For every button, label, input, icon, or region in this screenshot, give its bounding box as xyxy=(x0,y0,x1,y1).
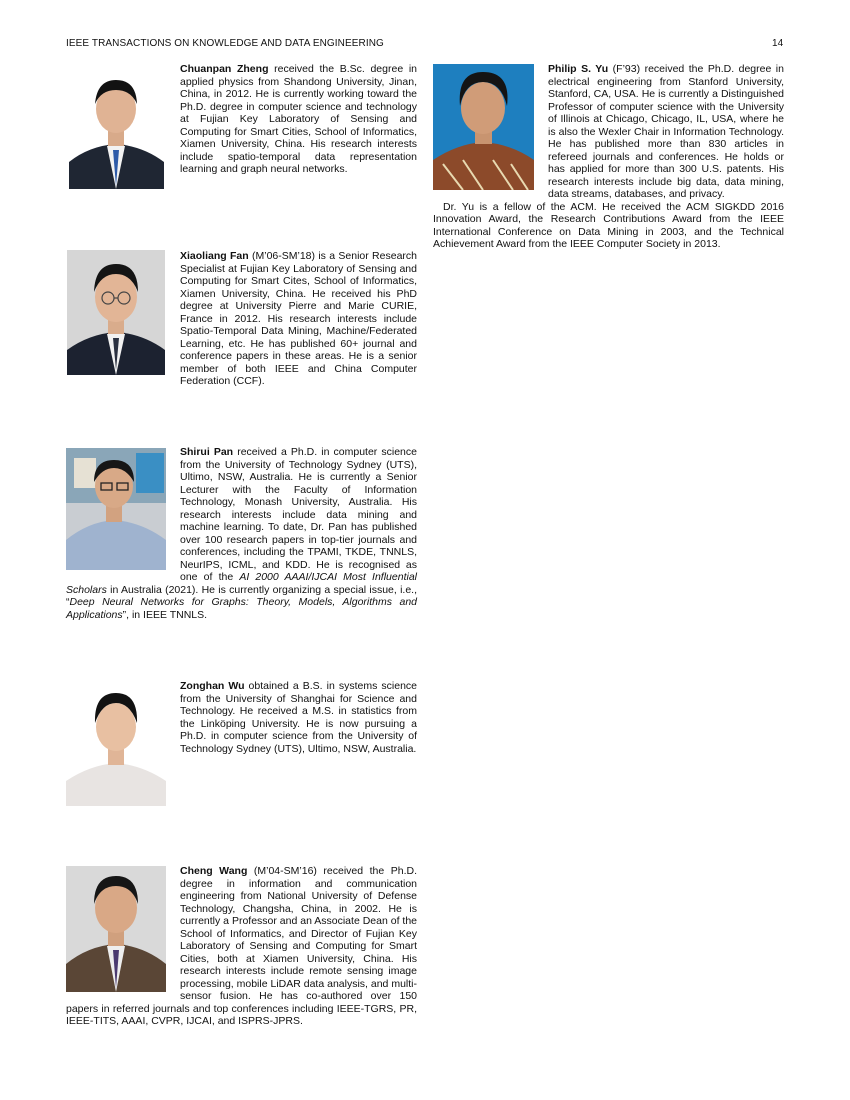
bio-wu xyxy=(180,680,417,755)
bio-yu xyxy=(433,63,784,251)
author-photo-zheng xyxy=(69,64,164,189)
author-photo-pan xyxy=(66,448,166,570)
bio-zheng xyxy=(180,63,417,176)
bio-fan xyxy=(180,250,417,388)
author-name: Zonghan Wu xyxy=(180,680,245,692)
bio-text: ”, in IEEE TNNLS. xyxy=(122,608,208,621)
author-name: Shirui Pan xyxy=(180,446,234,458)
bio-text: in Australia (2021). He is currently organizing a special issue, i.e., “ xyxy=(66,583,417,608)
author-photo-wang xyxy=(66,866,166,992)
author-name: Philip S. Yu xyxy=(548,63,609,75)
author-photo-fan xyxy=(67,250,165,375)
page-number: 14 xyxy=(772,38,784,49)
author-name: Chuanpan Zheng xyxy=(180,63,269,75)
bio-award-italic: AI 2000 AAAI/IJCAI Most Influential Scholars xyxy=(66,571,417,596)
bio-text: received a Ph.D. in computer science from the University of Technology Sydney (UTS), Ultimo, NSW, Australia. He is currently a Senior Lecturer with the Faculty of Information Technology, Monash University, Australia. His research interests include data mining and machine learning. To date, Dr. Pan has published over 100 research papers in top-tier journals and conferences, including the TPAMI, TKDE, TNNLS, NeurIPS, ICML, and KDD. He is recognised as one of the xyxy=(180,446,417,583)
journal-header: IEEE TRANSACTIONS ON KNOWLEDGE AND DATA ENGINEERING xyxy=(66,38,384,49)
author-photo-yu xyxy=(433,64,534,190)
bio-text: (M’04-SM’16) received the Ph.D. degree in information and communication engineering from National University of Defense Technology, Changsha, China, in 2002. He is currently a Professor and an Associate Dean of the School of Informatics, and Director of Fujian Key Laboratory of Sensing and Computing for Smart Cities, both at Xiamen University, China. His research interests include remote sensing image processing, mobile LiDAR data analysis, and multi-sensor fusion. He has co-authored over 150 papers in referred journals and top conferences including IEEE-TGRS, PR, IEEE-TITS, AAAI, CVPR, IJCAI, and ISPRS-JPRS. xyxy=(66,865,417,1027)
author-photo-wu xyxy=(66,681,166,806)
bio-text: (M’06-SM’18) is a Senior Research Specialist at Fujian Key Laboratory of Sensing and Computing for Smart Cites, School of Informatics, Xiamen University, China. He received his PhD degree at University Pierre and Marie CURIE, France in 2012. His research interests include Spatio-Temporal Data Mining, Machine/Federated Learning, etc. He has published 60+ journal and conference papers in these areas. He is a senior member of both IEEE and China Computer Federation (CCF). xyxy=(180,250,417,387)
bio-text: obtained a B.S. in systems science from the University of Shanghai for Science and Technology. He received a M.S. in statistics from the Linköping University. He is now pursuing a Ph.D. in computer science from the University of Technology Sydney (UTS), Ultimo, NSW, Australia. xyxy=(180,680,417,755)
bio-wang xyxy=(66,865,417,1028)
bio-text: received the B.Sc. degree in applied physics from Shandong University, Jinan, China, in 2012. He is currently working toward the Ph.D. degree in computer science and technology at Fujian Key Laboratory of Sensing and Computing for Smart Cities, School of Informatics, Xiamen University, China. His research interests include spatio-temporal data representation learning and graph neural networks. xyxy=(180,63,417,175)
bio-text-paragraph-2: Dr. Yu is a fellow of the ACM. He received the ACM SIGKDD 2016 Innovation Award, the Research Contributions Award from the IEEE International Conference on Data Mining in 2003, and the Technical Achievement Award from the IEEE Computer Society in 2013. xyxy=(433,200,784,250)
bio-pan xyxy=(66,446,417,621)
bio-issue-italic: Deep Neural Networks for Graphs: Theory, Models, Algorithms and Applications xyxy=(66,596,417,621)
bio-text: (F’93) received the Ph.D. degree in electrical engineering from Stanford University, Stanford, CA, USA. He is currently a Distinguished Professor of computer science with the University of Illinois at Chicago, Chicago, IL, USA, where he is also the Wexler Chair in Information Technology. He has published more than 830 articles in refereed journals and conferences. He holds or has applied for more than 300 U.S. patents. His research interests include big data, data mining, data streams, databases, and privacy. xyxy=(548,63,784,200)
author-name: Cheng Wang xyxy=(180,865,248,877)
author-name: Xiaoliang Fan xyxy=(180,250,249,262)
